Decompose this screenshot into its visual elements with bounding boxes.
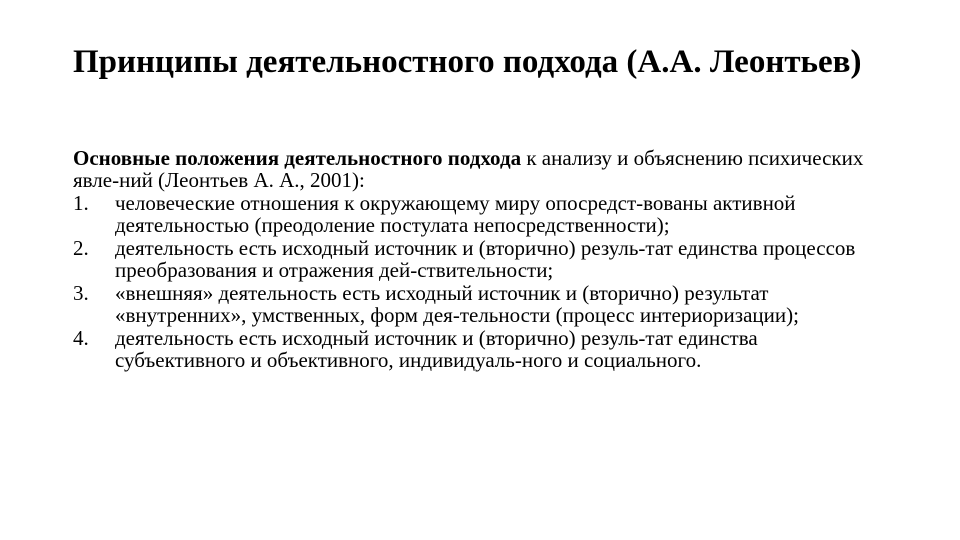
list-item-number: 2.: [73, 236, 89, 260]
list-item-number: 3.: [73, 281, 89, 305]
intro-text: к анализу и объяснению психических явле-ний (Леонтьев А. А., 2001):: [73, 146, 864, 192]
list-item: [73, 328, 883, 371]
intro-bold-text: Основные положения деятельностного подхода: [73, 146, 522, 170]
list-item-text: деятельность есть исходный источник и (вторично) резуль-тат единства субъективного и объективного, индивидуаль-ного и социального.: [115, 326, 758, 372]
list-item-text: человеческие отношения к окружающему миру опосредст-вованы активной деятельностью (преодоление постулата непосредственности);: [115, 191, 796, 237]
list-item-text: деятельность есть исходный источник и (вторично) резуль-тат единства процессов преобразования и отражения дей-ствительности;: [115, 236, 856, 282]
list-item-text: «внешняя» деятельность есть исходный источник и (вторично) результат «внутренних», умственных, форм дея-тельности (процесс интериоризации);: [115, 281, 799, 327]
list-item-number: 4.: [73, 326, 89, 350]
list-item: [73, 283, 883, 326]
intro-paragraph: [73, 148, 883, 191]
slide-title: Принципы деятельностного подхода (А.А. Леонтьев): [73, 44, 862, 80]
list-item: [73, 238, 883, 281]
slide-body: [73, 148, 883, 373]
list-item: [73, 193, 883, 236]
list-item-number: 1.: [73, 191, 89, 215]
principles-list: [73, 193, 883, 371]
